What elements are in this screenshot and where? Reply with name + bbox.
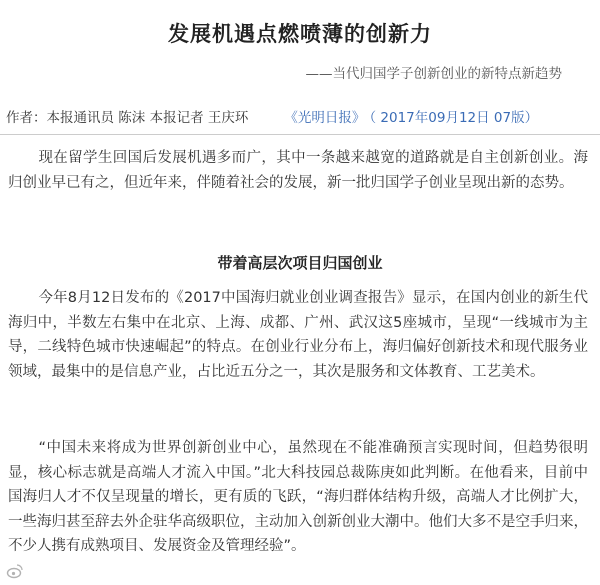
weibo-watermark-icon (6, 562, 24, 580)
byline (6, 106, 594, 126)
article-title: 发展机遇点燃喷薄的创新力 (168, 22, 432, 46)
article-subtitle: ——当代归国学子创新创业的新特点新趋势 (305, 66, 562, 82)
section-heading: 带着高层次项目归国创业 (217, 254, 383, 272)
byline-author: 作者：本报通讯员 陈沫 本报记者 王庆环 (6, 110, 249, 126)
publish-date: （ 2017年09月12日 07版） (369, 110, 539, 126)
paragraph-report: 今年8月12日发布的《2017中国海归就业创业调查报告》显示，在国内创业的新生代海归中，半数左右集中在北京、上海、成都、广州、武汉这5座城市，呈现“一线城市为主导，二线特色城市快速崛起”的特点。在创业行业分布上，海归偏好创新技术和现代服务业领域，最集中的是信息产业，占比近五分之一，其次是服务和文体教育、工艺美术。 (8, 290, 588, 380)
byline-divider (0, 134, 600, 135)
paragraph-intro: 现在留学生回国后发展机遇多而广，其中一条越来越宽的道路就是自主创新创业。海归创业早已有之，但近年来，伴随着社会的发展，新一批归国学子创业呈现出新的态势。 (8, 150, 588, 191)
source-link[interactable]: 《光明日报》 (284, 110, 366, 126)
paragraph-quote: “中国未来将成为世界创新创业中心，虽然现在不能准确预言实现时间，但趋势很明显，核心标志就是高端人才流入中国。”北大科技园总裁陈庚如此判断。在他看来，目前中国海归人才不仅呈现量的增长，更有质的飞跃，“海归群体结构升级，高端人才比例扩大，一些海归甚至辞去外企驻华高级职位，主动加入创新创业大潮中。他们大多不是空手归来，不少人携有成熟项目、发展资金及管理经验”。 (8, 440, 588, 554)
